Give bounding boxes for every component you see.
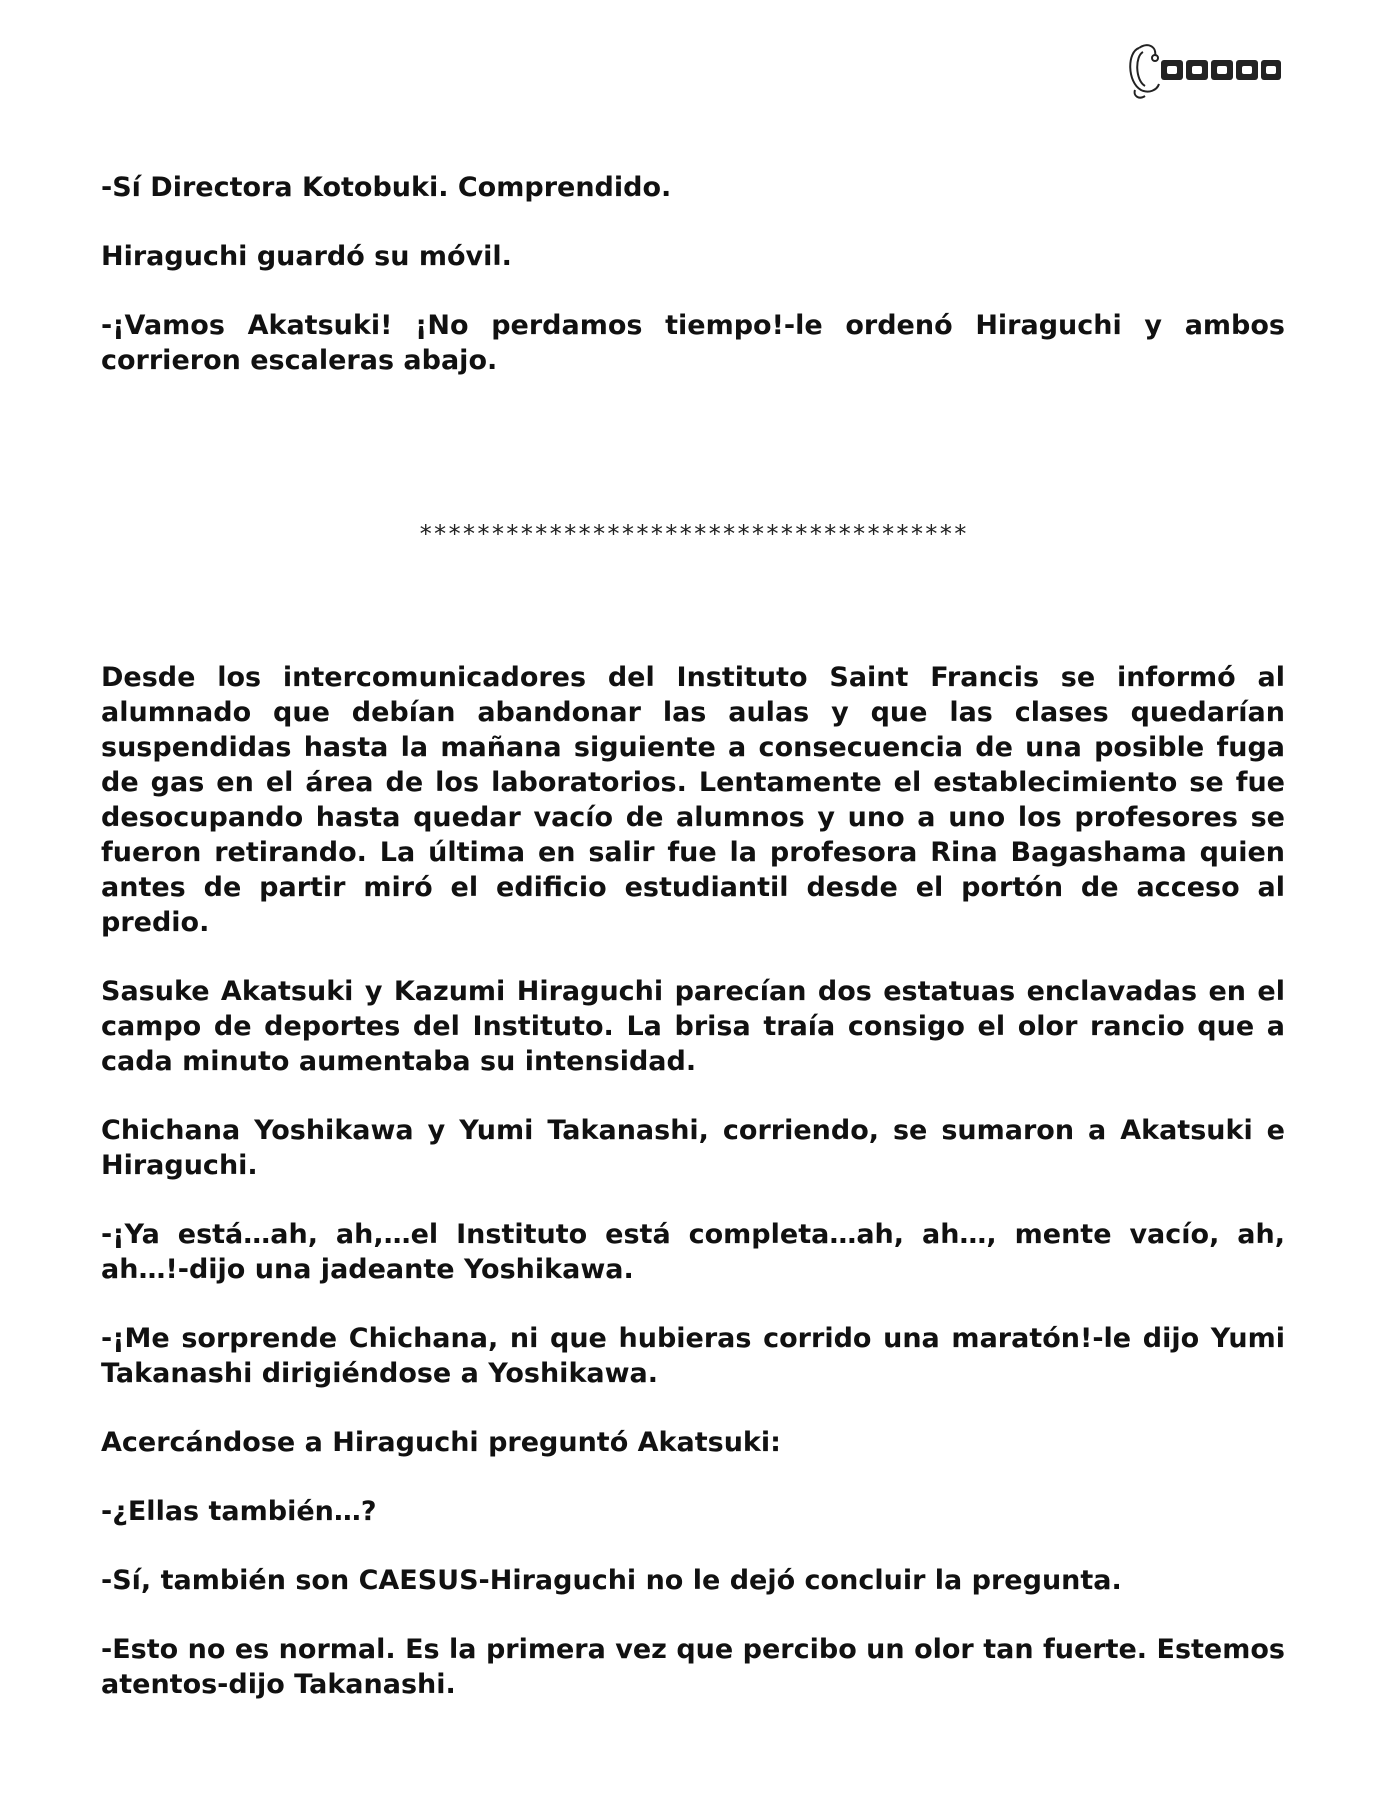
dialogue-line: -¡Me sorprende Chichana, ni que hubieras corrido una maratón!-le dijo Yumi Takanashi dirigiéndose a Yoshikawa. xyxy=(101,1323,1285,1389)
caesus-logo xyxy=(1125,38,1285,102)
dialogue-line: -Sí Directora Kotobuki. Comprendido. xyxy=(101,172,672,203)
dialogue-line: -Esto no es normal. Es la primera vez que percibo un olor tan fuerte. Estemos atentos-dijo Takanashi. xyxy=(101,1634,1285,1700)
narration-line: Acercándose a Hiraguchi preguntó Akatsuki: xyxy=(101,1427,781,1458)
page-body xyxy=(101,170,1285,1700)
dialogue-line: -¿Ellas también…? xyxy=(101,1496,377,1527)
narration-paragraph: Desde los intercomunicadores del Instituto Saint Francis se informó al alumnado que debían abandonar las aulas y que las clases quedarían suspendidas hasta la mañana siguiente a consecuencia de una posible fuga de gas en el área de los laboratorios. Lentamente el establecimiento se fue desocupando hasta quedar vacío de alumnos y uno a uno los profesores se fueron retirando. La última en salir fue la profesora Rina Bagashama quien antes de partir miró el edificio estudiantil desde el portón de acceso al predio. xyxy=(101,662,1285,938)
story-section xyxy=(101,660,1285,1702)
dialogue-line: -¡Vamos Akatsuki! ¡No perdamos tiempo!-le ordenó Hiraguchi y ambos corrieron escaleras abajo. xyxy=(101,310,1285,376)
narration-paragraph: Chichana Yoshikawa y Yumi Takanashi, corriendo, se sumaron a Akatsuki e Hiraguchi. xyxy=(101,1115,1285,1181)
narration-paragraph: Sasuke Akatsuki y Kazumi Hiraguchi parecían dos estatuas enclavadas en el campo de deportes del Instituto. La brisa traía consigo el olor rancio que a cada minuto aumentaba su intensidad. xyxy=(101,976,1285,1077)
scene-separator: ************************************** xyxy=(418,520,968,548)
dialogue-line: -Sí, también son CAESUS-Hiraguchi no le dejó concluir la pregunta. xyxy=(101,1565,1122,1596)
narration-line: Hiraguchi guardó su móvil. xyxy=(101,241,512,272)
caesus-logo-graphic xyxy=(1125,38,1285,102)
dialogue-line: -¡Ya está…ah, ah,…el Instituto está completa…ah, ah…, mente vacío, ah, ah…!-dijo una jadeante Yoshikawa. xyxy=(101,1219,1285,1285)
